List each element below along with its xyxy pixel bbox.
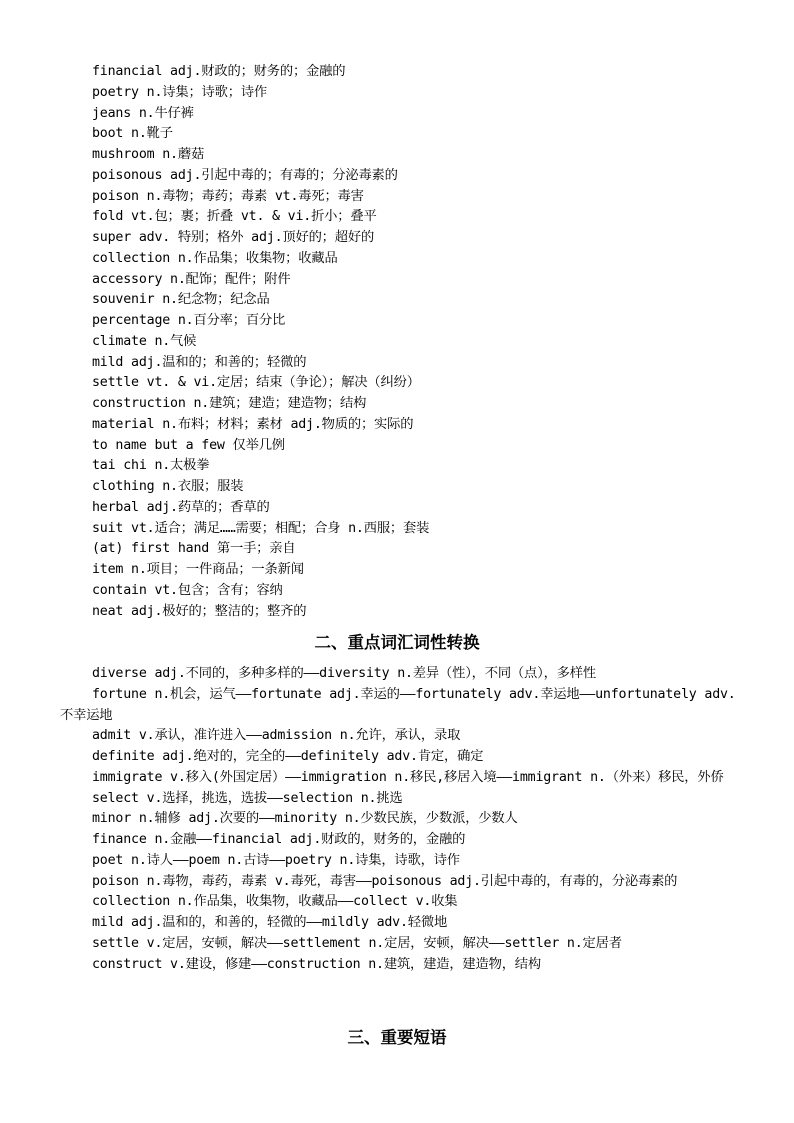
vocab-item: mushroom n.蘑菇 bbox=[92, 147, 205, 162]
word-conversion-list bbox=[60, 664, 740, 975]
vocab-item: construction n.建筑；建造；建造物；结构 bbox=[92, 396, 367, 411]
vocab-item: neat adj.极好的；整洁的；整齐的 bbox=[92, 603, 307, 619]
vocab-item: herbal adj.药草的；香草的 bbox=[92, 499, 270, 515]
vocab-item: poison n.毒物；毒药；毒素 vt.毒死；毒害 bbox=[92, 188, 364, 204]
vocab-item: suit vt.适合；满足……需要；相配；合身 n.西服；套装 bbox=[92, 520, 430, 536]
conversion-item: collection n.作品集，收集物，收藏品——collect v.收集 bbox=[92, 894, 458, 910]
vocab-item: item n.项目；一件商品；一条新闻 bbox=[92, 562, 304, 577]
vocab-item: souvenir n.纪念物；纪念品 bbox=[92, 292, 270, 308]
conversion-item: immigrate v.移入(外国定居）——immigration n.移民,移居入境——immigrant n.（外来）移民，外侨 bbox=[92, 769, 724, 785]
vocab-item: to name but a few 仅举几例 bbox=[92, 437, 285, 453]
vocab-item: tai chi n.太极拳 bbox=[92, 458, 210, 474]
vocab-item: poisonous adj.引起中毒的；有毒的；分泌毒素的 bbox=[92, 167, 398, 183]
vocab-item: financial adj.财政的；财务的；金融的 bbox=[92, 64, 346, 79]
conversion-item: minor n.辅修 adj.次要的——minority n.少数民族，少数派，少数人 bbox=[92, 811, 518, 827]
conversion-item: select v.选择，挑选，选拔——selection n.挑选 bbox=[92, 790, 403, 806]
vocab-item: material n.布料；材料；素材 adj.物质的；实际的 bbox=[92, 416, 414, 432]
vocab-item: (at) first hand 第一手；亲自 bbox=[92, 541, 296, 557]
conversion-item: mild adj.温和的，和善的，轻微的——mildly adv.轻微地 bbox=[92, 915, 448, 930]
vocab-item: percentage n.百分率；百分比 bbox=[92, 313, 286, 328]
vocab-item: climate n.气候 bbox=[92, 333, 197, 349]
conversion-item: settle v.定居，安顿，解决——settlement n.定居，安顿，解决——settler n.定居者 bbox=[92, 935, 622, 951]
vocabulary-list bbox=[92, 62, 752, 622]
vocab-item: super adv. 特别；格外 adj.顶好的；超好的 bbox=[92, 230, 375, 245]
section-heading-key-phrases: 三、重要短语 bbox=[347, 1028, 447, 1047]
vocab-item: contain vt.包含；含有；容纳 bbox=[92, 582, 283, 598]
vocab-item: mild adj.温和的；和善的；轻微的 bbox=[92, 354, 307, 370]
conversion-item: definite adj.绝对的，完全的——definitely adv.肯定，确定 bbox=[92, 749, 484, 764]
conversion-item: fortune n.机会，运气——fortunate adj.幸运的——fortunately adv.幸运地——unfortunately adv.不幸运地 bbox=[60, 686, 736, 723]
vocab-item: poetry n.诗集；诗歌；诗作 bbox=[92, 84, 268, 100]
conversion-item: construct v.建设，修建——construction n.建筑，建造，建造物，结构 bbox=[92, 956, 542, 972]
conversion-item: diverse adj.不同的，多种多样的——diversity n.差异（性），不同（点），多样性 bbox=[92, 666, 596, 681]
vocab-item: fold vt.包；裹；折叠 vt. & vi.折小；叠平 bbox=[92, 209, 377, 225]
conversion-item: poison n.毒物，毒药，毒素 v.毒死，毒害——poisonous adj.引起中毒的，有毒的，分泌毒素的 bbox=[92, 873, 678, 889]
vocab-item: boot n.靴子 bbox=[92, 126, 173, 142]
vocab-item: settle vt. & vi.定居；结束（争论）；解决（纠纷） bbox=[92, 375, 420, 391]
section-heading-word-conversion: 二、重点词汇词性转换 bbox=[314, 633, 480, 652]
conversion-item: admit v.承认，准许进入——admission n.允许，承认，录取 bbox=[92, 728, 461, 744]
vocab-item: accessory n.配饰；配件；附件 bbox=[92, 271, 291, 287]
vocab-item: clothing n.衣服；服装 bbox=[92, 479, 244, 494]
vocab-item: jeans n.牛仔裤 bbox=[92, 105, 194, 121]
conversion-item: poet n.诗人——poem n.古诗——poetry n.诗集，诗歌，诗作 bbox=[92, 852, 460, 868]
conversion-item: finance n.金融——financial adj.财政的，财务的，金融的 bbox=[92, 832, 466, 847]
vocab-item: collection n.作品集；收集物；收藏品 bbox=[92, 250, 338, 266]
